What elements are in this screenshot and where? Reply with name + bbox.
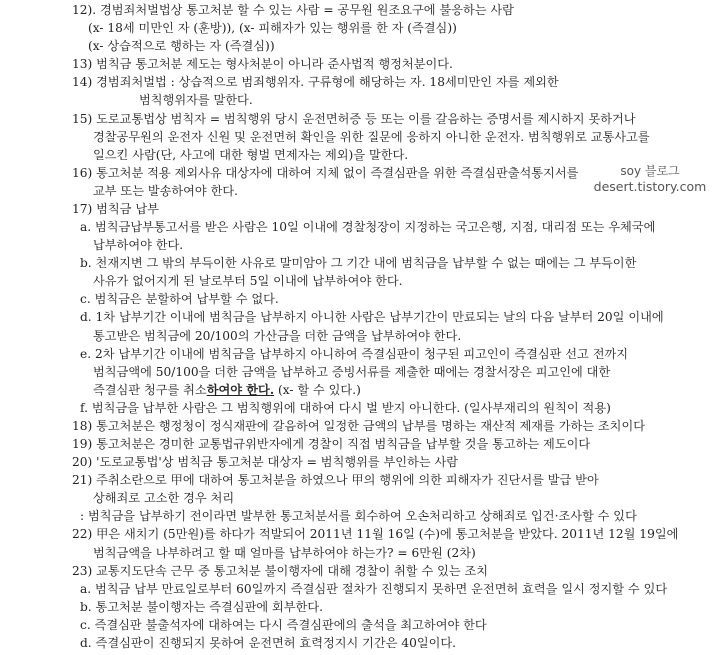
text-line: (x- 18세 미만인 자 (훈방)), (x- 피해자가 있는 행위를 한 자 (즉결심))	[88, 21, 457, 36]
text-line: e. 2차 납부기간 이내에 범칙금을 납부하지 아니하여 즉결심판이 청구된 피고인이 즉결심판 선고 전까지	[80, 346, 629, 361]
text-line: d. 즉결심판이 진행되지 못하여 운전면허 효력정지시 기간은 40일이다.	[80, 636, 457, 650]
text-line: (x- 상습적으로 행하는 자 (즉결심))	[88, 39, 275, 54]
text-line: 16) 통고처분 적용 제외사유 대상자에 대하여 지체 없이 즉결심판을 위한 즉결심판출석통지서를	[72, 165, 579, 180]
text-run: (x- 할 수 있다.)	[274, 382, 361, 397]
watermark-line: soy 블로그	[620, 164, 680, 178]
emphasis-text: 하여야 한다.	[206, 382, 275, 397]
text-line: 일으킨 사람(단, 사고에 대한 형벌 면제자는 제외)을 말한다.	[93, 147, 409, 162]
text-line: 통고받은 범칙금에 20/100의 가산금을 더한 금액을 납부하여야 한다.	[93, 328, 462, 343]
text-line: a. 범칙금납부통고서를 받은 사람은 10일 이내에 경찰청장이 지정하는 국고은행, 지점, 대리점 또는 우체국에	[80, 220, 656, 235]
text-line: f. 범칙금을 납부한 사람은 그 범칙행위에 대하여 다시 벌 받지 아니한다. (일사부재리의 원칙이 적용)	[80, 400, 611, 415]
text-run: 즉결심판 청구를 취소	[93, 382, 207, 397]
text-line: 12). 경범죄처벌법상 통고처분 할 수 있는 사람 = 공무원 원조요구에 불응하는 사람	[72, 3, 514, 17]
text-line: 상해죄로 고소한 경우 처리	[93, 491, 235, 506]
text-line: 범칙행위자를 말한다.	[139, 93, 253, 108]
text-line: b. 통고처분 불이행자는 즉결심판에 회부한다.	[80, 599, 323, 614]
text-line: 22) 甲은 새치기 (5만원)를 하다가 적발되어 2011년 11월 16일 (수)에 통고처분을 받았다. 2011년 12월 19일에	[72, 527, 679, 542]
text-line: 14) 경범죄처벌법 : 상습적으로 범죄행위자. 구류형에 해당하는 자. 18세미만인 자를 제외한	[72, 75, 559, 90]
text-line: 경찰공무원의 운전자 신원 및 운전면허 확인을 위한 질문에 응하지 아니한 운전자. 범칙행위로 교통사고를	[93, 129, 650, 144]
text-line	[93, 382, 361, 399]
text-line: 19) 통고처분은 경미한 교통법규위반자에게 경찰이 직접 범칙금을 납부할 것을 통고하는 제도이다	[72, 437, 591, 452]
text-line: 17) 범칙금 납부	[72, 201, 159, 216]
text-line: 13) 범칙금 통고처분 제도는 형사처분이 아니라 준사법적 행정처분이다.	[72, 57, 453, 72]
text-line: : 범칙금을 납부하기 전이라면 발부한 통고처분서를 회수하여 오손처리하고 상해죄로 입건·조사할 수 있다	[80, 509, 637, 524]
text-line: b. 천재지변 그 밖의 부득이한 사유로 말미암아 그 기간 내에 범칙금을 납부할 수 없는 때에는 그 부득이한	[80, 256, 637, 271]
text-line: a. 범칙금 납부 만료일로부터 60일까지 즉결심판 절차가 진행되지 못하면 운전면허 효력을 일시 정지할 수 있다	[80, 581, 668, 596]
text-line: 사유가 없어지게 된 날로부터 5일 이내에 납부하여야 한다.	[93, 274, 403, 289]
text-line: c. 범칙금은 분할하여 납부할 수 없다.	[80, 292, 279, 307]
text-line: d. 1차 납부기간 이내에 범칙금을 납부하지 아니한 사람은 납부기간이 만료되는 날의 다음 날부터 20일 이내에	[80, 310, 664, 325]
text-line: 23) 교통지도단속 근무 중 통고처분 불이행자에 대해 경찰이 취할 수 있는 조치	[72, 563, 489, 578]
text-line: 범칙금액에 50/100을 더한 금액을 납부하고 증빙서류를 제출한 때에는 경찰서장은 피고인에 대한	[93, 364, 611, 379]
blog-watermark	[590, 163, 710, 195]
text-line: 20) '도로교통법'상 범칙금 통고처분 대상자 = 범칙행위를 부인하는 사람	[72, 455, 459, 470]
text-line: 18) 통고처분은 행정청이 정식재판에 갈음하여 일정한 금액의 납부를 명하는 재산적 제재를 가하는 조치이다	[72, 418, 645, 433]
text-line: 납부하여야 한다.	[93, 238, 184, 253]
text-line: 교부 또는 발송하여야 한다.	[93, 183, 239, 198]
text-line: 15) 도로교통법상 범칙자 = 범칙행위 당시 운전면허증 등 또는 이를 갈음하는 증명서를 제시하지 못하거나	[72, 111, 636, 126]
watermark-url: desert.tistory.com	[593, 179, 707, 194]
text-line: 범칙금액을 나부하려고 할 때 얼마를 납부하여야 하는가? = 6만원 (2차)	[93, 545, 476, 560]
text-line: c. 즉결심판 불출석자에 대하여는 다시 즉결심판에의 출석을 최고하여야 한다	[80, 617, 487, 632]
text-line: 21) 주취소란으로 甲에 대하여 통고처분을 하였으나 甲의 행위에 의한 피해자가 진단서를 발급 받아	[72, 473, 599, 488]
